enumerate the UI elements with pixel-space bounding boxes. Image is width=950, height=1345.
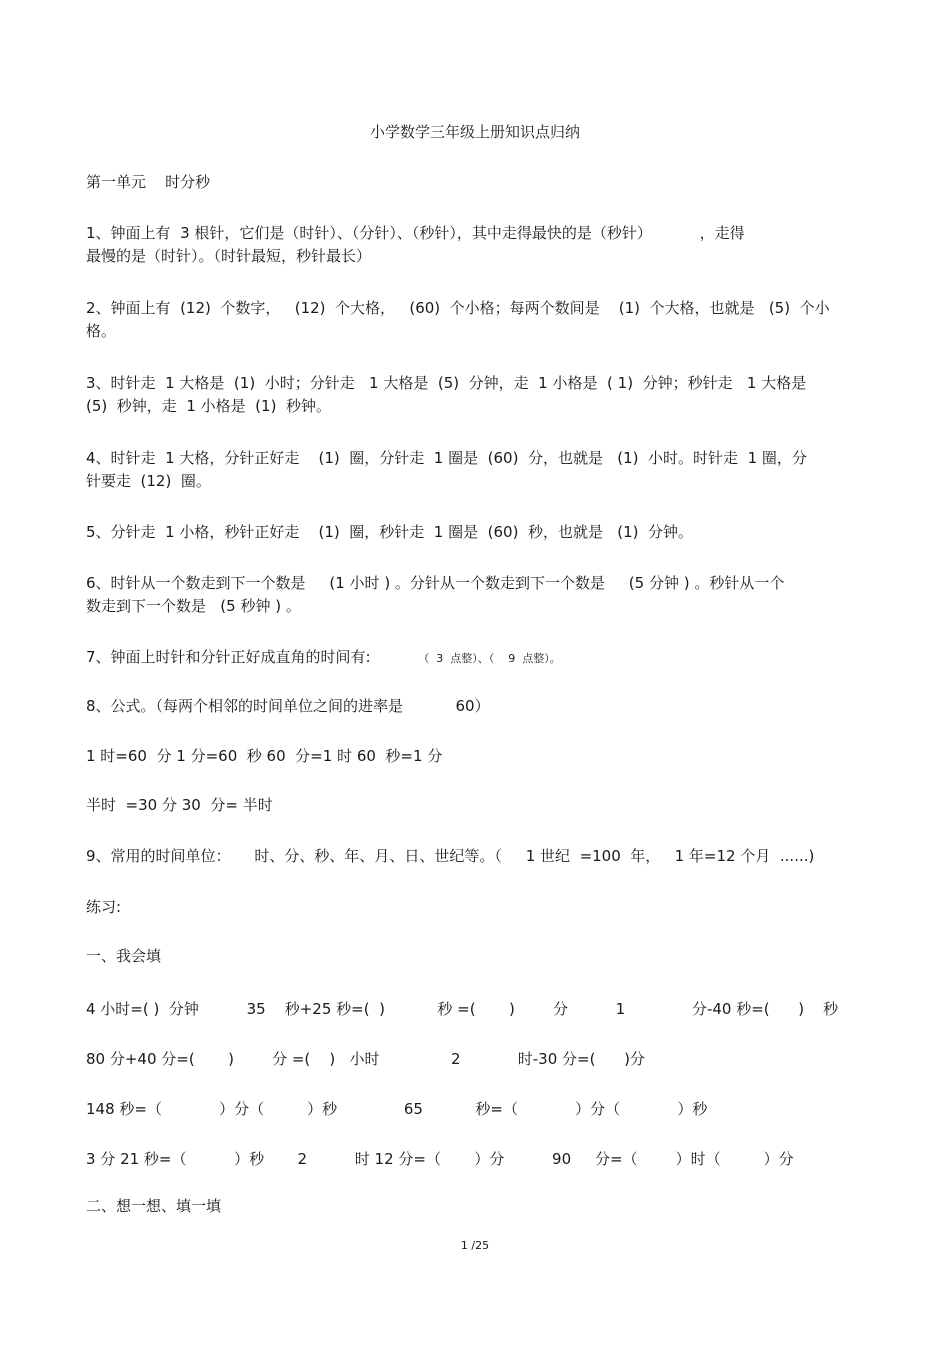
knowledge-item-4-line-2: 针要走 (12) 圈。 (86, 472, 211, 490)
knowledge-item-6 (86, 572, 856, 618)
knowledge-item-3-line-1: 3、时针走 1 大格是 (1) 小时；分针走 1 大格是 (5) 分钟，走 1 小格是 ( 1) 分钟；秒针走 1 大格是 (86, 374, 807, 392)
knowledge-item-7 (86, 646, 856, 670)
knowledge-item-7-text: 7、钟面上时针和分针正好成直角的时间有: (86, 648, 371, 666)
knowledge-item-4 (86, 447, 856, 493)
exercise-row-1: 4 小时=( ) 分钟 35 秒+25 秒=( ) 秒 =( ) 分 1 分-40 秒=( ) 秒 (86, 1000, 839, 1018)
knowledge-item-9: 9、常用的时间单位： 时、分、秒、年、月、日、世纪等。（ 1 世纪 =100 年， 1 年=12 个月 ......) (86, 847, 815, 865)
exercise-row-3: 148 秒=（ ）分（ ）秒 65 秒=（ ）分（ ）秒 (86, 1100, 708, 1118)
knowledge-item-3-line-2: (5) 秒钟，走 1 小格是 (1) 秒钟。 (86, 397, 331, 415)
knowledge-item-2 (86, 297, 856, 343)
formula-line-1: 1 时=60 分 1 分=60 秒 60 分=1 时 60 秒=1 分 (86, 747, 443, 765)
knowledge-item-2-line-1: 2、钟面上有 (12) 个数字， (12) 个大格， (60) 个小格；每两个数间是 (1) 个大格，也就是 (5) 个小 (86, 299, 830, 317)
knowledge-item-7-answer: （ 3 点整）、（ 9 点整）。 (418, 652, 561, 665)
document-title: 小学数学三年级上册知识点归纳 (369, 123, 580, 141)
knowledge-item-1-line-2: 最慢的是（时针）。（时针最短，秒针最长） (86, 247, 372, 265)
exercise-row-4: 3 分 21 秒=（ ）秒 2 时 12 分=（ ）分 90 分=（ ）时（ ）分 (86, 1150, 794, 1168)
knowledge-item-8: 8、公式。（每两个相邻的时间单位之间的进率是 60） (86, 697, 490, 715)
practice-label: 练习: (86, 898, 122, 916)
page-number: 1 /25 (460, 1239, 490, 1252)
knowledge-item-1-line-1: 1、钟面上有 3 根针，它们是（时针）、（分针）、（秒针），其中走得最快的是（秒针） ，走得 (86, 224, 745, 242)
section-1-heading: 一、我会填 (86, 947, 162, 965)
knowledge-item-2-line-2: 格。 (86, 322, 117, 340)
knowledge-item-3 (86, 372, 856, 418)
knowledge-item-1 (86, 222, 856, 268)
knowledge-item-6-line-1: 6、时针从一个数走到下一个数是 (1 小时 ) 。分针从一个数走到下一个数是 (5 分钟 ) 。秒针从一个 (86, 574, 785, 592)
formula-line-2: 半时 =30 分 30 分= 半时 (86, 796, 273, 814)
knowledge-item-4-line-1: 4、时针走 1 大格，分针正好走 (1) 圈，分针走 1 圈是 (60) 分，也就是 (1) 小时。时针走 1 圈，分 (86, 449, 807, 467)
knowledge-item-5: 5、分针走 1 小格，秒针正好走 (1) 圈，秒针走 1 圈是 (60) 秒，也就是 (1) 分钟。 (86, 523, 694, 541)
exercise-row-2: 80 分+40 分=( ) 分 =( ) 小时 2 时-30 分=( )分 (86, 1050, 645, 1068)
section-2-heading: 二、想一想、填一填 (86, 1197, 222, 1215)
knowledge-item-6-line-2: 数走到下一个数是 (5 秒钟 ) 。 (86, 597, 301, 615)
unit-heading: 第一单元 时分秒 (86, 173, 211, 191)
